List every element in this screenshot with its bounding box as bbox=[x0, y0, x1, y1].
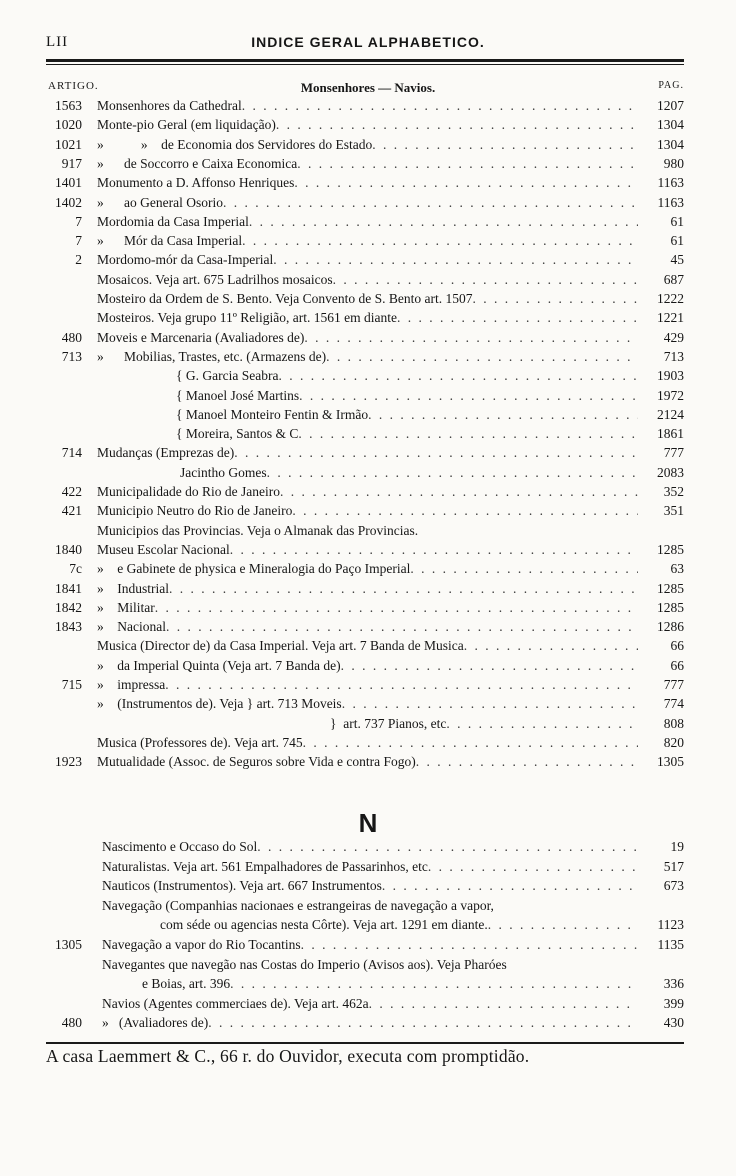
article-number: 7 bbox=[75, 213, 82, 229]
page-ref: 980 bbox=[663, 155, 684, 171]
entry-text: Musica (Professores de). Veja art. 745 bbox=[97, 734, 303, 750]
article-number: 480 bbox=[61, 329, 82, 345]
entry-text: Mordomia da Casa Imperial bbox=[97, 213, 249, 229]
entry-text: Navegação (Companhias nacionaes e estrangeiras de navegação a vapor, bbox=[102, 897, 494, 913]
entry-text-line bbox=[97, 213, 638, 231]
index-entry bbox=[0, 213, 736, 231]
index-entry bbox=[0, 116, 736, 134]
dot-leader bbox=[165, 676, 638, 694]
page-ref: 1286 bbox=[657, 619, 684, 635]
entry-text-line bbox=[142, 975, 638, 993]
entry-text: { Manoel Monteiro Fentin & Irmão bbox=[176, 406, 369, 422]
index-entry bbox=[0, 309, 736, 327]
article-number: 480 bbox=[61, 1015, 82, 1031]
entry-text: Navios (Agentes commerciaes de). Veja art. 462a bbox=[102, 995, 369, 1011]
dot-leader bbox=[301, 936, 638, 954]
entry-text: Nauticos (Instrumentos). Veja art. 667 Instrumentos bbox=[102, 878, 382, 894]
entry-text-line bbox=[102, 956, 638, 974]
entry-text: » Mobilias, Trastes, etc. (Armazens de) bbox=[97, 348, 327, 364]
index-entry bbox=[0, 387, 736, 405]
index-entry bbox=[0, 916, 736, 934]
index-entry bbox=[0, 232, 736, 250]
dot-leader bbox=[342, 695, 638, 713]
dot-leader bbox=[234, 444, 638, 462]
dot-leader bbox=[464, 637, 638, 655]
page-ref: 2124 bbox=[657, 406, 684, 422]
index-entry bbox=[0, 483, 736, 501]
page-number: LII bbox=[46, 34, 69, 50]
entry-text-line bbox=[97, 194, 638, 212]
dot-leader bbox=[208, 1014, 638, 1032]
entry-text: » de Soccorro e Caixa Economica bbox=[97, 155, 298, 171]
entry-text: Nascimento e Occaso do Sol bbox=[102, 839, 258, 854]
article-number: 715 bbox=[61, 677, 82, 692]
index-entry bbox=[0, 676, 736, 694]
page-ref: 517 bbox=[663, 858, 684, 874]
article-number: 1840 bbox=[55, 541, 82, 557]
article-number: 422 bbox=[61, 484, 82, 499]
dot-leader bbox=[446, 715, 638, 733]
article-number: 2 bbox=[75, 252, 82, 268]
article-number: 1020 bbox=[55, 117, 82, 133]
page-heading: PAG. bbox=[658, 80, 684, 91]
dot-leader bbox=[257, 838, 638, 856]
dot-leader bbox=[267, 464, 638, 482]
index-entry bbox=[0, 838, 736, 856]
index-entry bbox=[0, 753, 736, 771]
page-ref: 1163 bbox=[657, 194, 684, 210]
entry-text-line bbox=[97, 580, 638, 598]
entry-text: Mutualidade (Assoc. de Seguros sobre Vida e contra Fogo) bbox=[97, 754, 416, 770]
entry-text: » Nacional bbox=[97, 619, 166, 635]
entry-text: Monumento a D. Affonso Henriques bbox=[97, 175, 295, 191]
index-entry bbox=[0, 695, 736, 713]
index-entry bbox=[0, 136, 736, 154]
entry-text: » Industrial bbox=[97, 580, 169, 596]
article-number: 1021 bbox=[55, 136, 82, 152]
entry-text: Mosteiro da Ordem de S. Bento. Veja Convento de S. Bento art. 1507 bbox=[97, 291, 473, 306]
entry-text: Municipios das Provincias. Veja o Almanak das Provincias. bbox=[97, 522, 419, 538]
entry-text-line bbox=[97, 155, 638, 173]
index-entry bbox=[0, 599, 736, 617]
page-ref: 1207 bbox=[657, 98, 684, 113]
article-number: 1841 bbox=[55, 580, 82, 596]
page-ref: 774 bbox=[663, 696, 684, 712]
entry-text-line bbox=[97, 734, 638, 752]
index-entry bbox=[0, 1014, 736, 1032]
entry-text-line bbox=[97, 502, 638, 520]
entry-text-line bbox=[97, 676, 638, 694]
entry-text-line bbox=[97, 522, 638, 540]
index-entry bbox=[0, 995, 736, 1013]
dot-leader bbox=[230, 541, 638, 559]
page-ref: 1163 bbox=[657, 175, 684, 191]
dot-leader bbox=[278, 367, 638, 385]
dot-leader bbox=[242, 97, 638, 115]
entry-text: » (Avaliadores de) bbox=[102, 1015, 209, 1031]
index-entry bbox=[0, 657, 736, 675]
header-rule bbox=[46, 59, 684, 62]
page-ref: 808 bbox=[663, 715, 684, 731]
dot-leader bbox=[155, 599, 638, 617]
dot-leader bbox=[333, 271, 638, 289]
entry-text-line bbox=[102, 877, 638, 895]
entry-text-line bbox=[330, 715, 638, 733]
footer-advert: A casa Laemmert & C., 66 r. do Ouvidor, executa com promptidão. bbox=[46, 1046, 530, 1066]
dot-leader bbox=[294, 174, 638, 192]
page-ref: 673 bbox=[663, 878, 684, 894]
index-entry bbox=[0, 502, 736, 520]
article-number: 1563 bbox=[55, 98, 82, 113]
dot-leader bbox=[382, 877, 638, 895]
article-number: 7c bbox=[69, 561, 82, 577]
entry-text: » impressa bbox=[97, 677, 166, 692]
page-ref: 1222 bbox=[657, 291, 684, 306]
entry-text-line bbox=[97, 97, 638, 115]
entry-text: » da Imperial Quinta (Veja art. 7 Banda de) bbox=[97, 657, 341, 673]
page-ref: 336 bbox=[663, 976, 684, 992]
entry-text: } art. 737 Pianos, etc bbox=[330, 715, 447, 731]
entry-text: Navegantes que navegão nas Costas do Imperio (Avisos aos). Veja Pharóes bbox=[102, 956, 507, 972]
entry-text-line bbox=[97, 483, 638, 501]
index-entry bbox=[0, 271, 736, 289]
page-ref: 687 bbox=[663, 271, 684, 287]
entry-text-line bbox=[97, 657, 638, 675]
entry-text: { Manoel José Martins bbox=[176, 387, 300, 403]
dot-leader bbox=[303, 734, 638, 752]
dot-leader bbox=[326, 348, 638, 366]
dot-leader bbox=[368, 406, 638, 424]
dot-leader bbox=[397, 309, 638, 327]
entry-text-line bbox=[97, 290, 638, 308]
entry-text: » Mór da Casa Imperial bbox=[97, 233, 243, 249]
page-ref: 1135 bbox=[657, 937, 684, 952]
section-heading: Monsenhores — Navios. bbox=[300, 80, 436, 95]
index-entry bbox=[0, 580, 736, 598]
page-ref: 61 bbox=[670, 213, 684, 229]
index-entry bbox=[0, 251, 736, 269]
dot-leader bbox=[410, 560, 638, 578]
entry-text-line bbox=[176, 406, 638, 424]
dot-leader bbox=[304, 329, 638, 347]
page-ref: 1304 bbox=[657, 117, 684, 133]
index-entry bbox=[0, 290, 736, 308]
page-ref: 19 bbox=[670, 839, 684, 854]
entry-text: Monte-pio Geral (em liquidação) bbox=[97, 117, 276, 133]
page-ref: 1285 bbox=[657, 541, 684, 557]
article-number: 1305 bbox=[55, 937, 82, 952]
page-ref: 45 bbox=[670, 252, 684, 268]
entry-text-line bbox=[102, 995, 638, 1013]
index-entry bbox=[0, 348, 736, 366]
dot-leader bbox=[416, 753, 638, 771]
page-title: INDICE GERAL ALPHABETICO. bbox=[251, 34, 485, 50]
entry-text: » e Gabinete de physica e Mineralogia do Paço Imperial bbox=[97, 561, 411, 577]
index-entry bbox=[0, 444, 736, 462]
entry-text: » Militar bbox=[97, 599, 155, 615]
page-ref: 1285 bbox=[657, 599, 684, 615]
page-ref: 1285 bbox=[657, 580, 684, 596]
entry-text: » (Instrumentos de). Veja } art. 713 Moveis bbox=[97, 696, 342, 712]
entry-text-line bbox=[176, 367, 638, 385]
column-headings bbox=[0, 80, 736, 97]
page-ref: 351 bbox=[663, 503, 684, 519]
page-ref: 1305 bbox=[657, 754, 684, 770]
index-entry bbox=[0, 425, 736, 443]
entry-text-line bbox=[97, 116, 638, 134]
entry-text: Museu Escolar Nacional bbox=[97, 541, 230, 557]
page-ref: 61 bbox=[670, 233, 684, 249]
entry-text: Mosaicos. Veja art. 675 Ladrilhos mosaicos bbox=[97, 271, 333, 287]
article-number: 714 bbox=[61, 445, 82, 461]
entry-text: Mordomo-mór da Casa-Imperial bbox=[97, 252, 274, 268]
page-ref: 352 bbox=[663, 484, 684, 499]
dot-leader bbox=[273, 251, 638, 269]
page-ref: 1304 bbox=[657, 136, 684, 152]
entry-text-line bbox=[97, 329, 638, 347]
entry-text: { Moreira, Santos & C bbox=[176, 426, 299, 442]
index-entry bbox=[0, 406, 736, 424]
index-entry bbox=[0, 541, 736, 559]
entry-text: Jacintho Gomes bbox=[180, 464, 267, 480]
article-number: 421 bbox=[61, 503, 82, 519]
article-number: 713 bbox=[61, 348, 82, 364]
dot-leader bbox=[223, 194, 638, 212]
dot-leader bbox=[297, 155, 638, 173]
entry-text-line bbox=[97, 541, 638, 559]
footer-rule bbox=[46, 1042, 684, 1044]
entry-text-line bbox=[97, 560, 638, 578]
entry-text-line bbox=[97, 695, 638, 713]
article-number: 1402 bbox=[55, 194, 82, 210]
dot-leader bbox=[428, 858, 638, 876]
article-number: 1842 bbox=[55, 599, 82, 615]
entry-text: Municipalidade do Rio de Janeiro bbox=[97, 484, 280, 499]
index-entry bbox=[0, 734, 736, 752]
header-rule-thin bbox=[46, 64, 684, 65]
entry-text-line bbox=[97, 444, 638, 462]
page-ref: 66 bbox=[670, 657, 684, 673]
index-entry bbox=[0, 174, 736, 192]
entry-text: Musica (Director de) da Casa Imperial. Veja art. 7 Banda de Musica bbox=[97, 638, 464, 654]
entry-text: Monsenhores da Cathedral bbox=[97, 98, 242, 113]
dot-leader bbox=[249, 213, 638, 231]
entry-text: Navegação a vapor do Rio Tocantins bbox=[102, 937, 301, 952]
index-entry bbox=[0, 637, 736, 655]
page-ref: 2083 bbox=[657, 464, 684, 480]
page-ref: 1903 bbox=[657, 368, 684, 384]
entry-text-line bbox=[97, 232, 638, 250]
dot-leader bbox=[276, 116, 638, 134]
section-letter-n: N bbox=[358, 808, 378, 838]
dot-leader bbox=[166, 618, 638, 636]
index-entry bbox=[0, 877, 736, 895]
dot-leader bbox=[341, 657, 638, 675]
page-ref: 777 bbox=[663, 677, 684, 692]
page-ref: 1221 bbox=[657, 310, 684, 326]
dot-leader bbox=[298, 425, 638, 443]
dot-leader bbox=[372, 136, 638, 154]
dot-leader bbox=[472, 290, 638, 308]
index-entry bbox=[0, 194, 736, 212]
index-entry bbox=[0, 367, 736, 385]
index-entry bbox=[0, 522, 736, 540]
page-header bbox=[0, 34, 736, 54]
entry-text-line bbox=[97, 309, 638, 327]
page-ref: 63 bbox=[670, 561, 684, 577]
entry-text: Moveis e Marcenaria (Avaliadores de) bbox=[97, 329, 305, 345]
index-entry bbox=[0, 897, 736, 915]
article-number: 917 bbox=[61, 155, 82, 171]
article-number: 1401 bbox=[55, 175, 82, 191]
dot-leader bbox=[242, 232, 638, 250]
article-number: 1843 bbox=[55, 619, 82, 635]
entry-text-line bbox=[97, 637, 638, 655]
entry-text: Municipio Neutro do Rio de Janeiro bbox=[97, 503, 293, 519]
page-ref: 430 bbox=[663, 1015, 684, 1031]
entry-text-line bbox=[102, 897, 638, 915]
entry-text-line bbox=[97, 618, 638, 636]
entry-text: { G. Garcia Seabra bbox=[176, 368, 279, 384]
dot-leader bbox=[488, 916, 638, 934]
index-entry bbox=[0, 329, 736, 347]
entry-text: com séde ou agencias nesta Côrte). Veja art. 1291 em diante. bbox=[160, 917, 488, 933]
entry-text-line bbox=[102, 1014, 638, 1032]
dot-leader bbox=[230, 975, 638, 993]
entry-text: e Boias, art. 396 bbox=[142, 976, 231, 992]
index-entry bbox=[0, 560, 736, 578]
entry-text-line bbox=[102, 858, 638, 876]
page-ref: 1123 bbox=[657, 917, 684, 933]
index-entry bbox=[0, 155, 736, 173]
entry-text-line bbox=[102, 936, 638, 954]
index-entry bbox=[0, 464, 736, 482]
entry-text-line bbox=[176, 387, 638, 405]
dot-leader bbox=[169, 580, 638, 598]
page-ref: 429 bbox=[663, 329, 684, 345]
index-entry bbox=[0, 858, 736, 876]
page-ref: 399 bbox=[663, 995, 684, 1011]
page-ref: 66 bbox=[670, 638, 684, 654]
entry-text: Mosteiros. Veja grupo 11º Religião, art. 1561 em diante bbox=[97, 310, 398, 326]
article-heading: ARTIGO. bbox=[48, 80, 99, 92]
index-entry bbox=[0, 936, 736, 954]
index-entry bbox=[0, 715, 736, 733]
index-entry bbox=[0, 618, 736, 636]
entry-text-line bbox=[97, 251, 638, 269]
entry-text: » ao General Osorio bbox=[97, 194, 223, 210]
entry-text-line bbox=[97, 136, 638, 154]
page-ref: 820 bbox=[663, 734, 684, 750]
index-entry bbox=[0, 975, 736, 993]
page-ref: 1972 bbox=[657, 387, 684, 403]
dot-leader bbox=[369, 995, 638, 1013]
entry-text-line bbox=[97, 348, 638, 366]
entry-text-line bbox=[102, 838, 638, 856]
entry-text-line bbox=[176, 425, 638, 443]
entry-text-line bbox=[97, 271, 638, 289]
entry-text-line bbox=[180, 464, 638, 482]
article-number: 7 bbox=[75, 233, 82, 249]
article-number: 1923 bbox=[55, 754, 82, 770]
dot-leader bbox=[292, 502, 638, 520]
page-ref: 777 bbox=[663, 445, 684, 461]
page-ref: 1861 bbox=[657, 426, 684, 442]
index-entry bbox=[0, 97, 736, 115]
entry-text-line bbox=[97, 599, 638, 617]
entry-text-line bbox=[97, 753, 638, 771]
entry-text-line bbox=[160, 916, 638, 934]
index-entry bbox=[0, 956, 736, 974]
entry-text: » » de Economia dos Servidores do Estado bbox=[97, 136, 373, 152]
dot-leader bbox=[280, 483, 638, 501]
entry-text: Mudanças (Emprezas de) bbox=[97, 445, 235, 461]
page-ref: 713 bbox=[663, 348, 684, 364]
dot-leader bbox=[299, 387, 638, 405]
entry-text: Naturalistas. Veja art. 561 Empalhadores de Passarinhos, etc bbox=[102, 858, 428, 874]
entry-text-line bbox=[97, 174, 638, 192]
